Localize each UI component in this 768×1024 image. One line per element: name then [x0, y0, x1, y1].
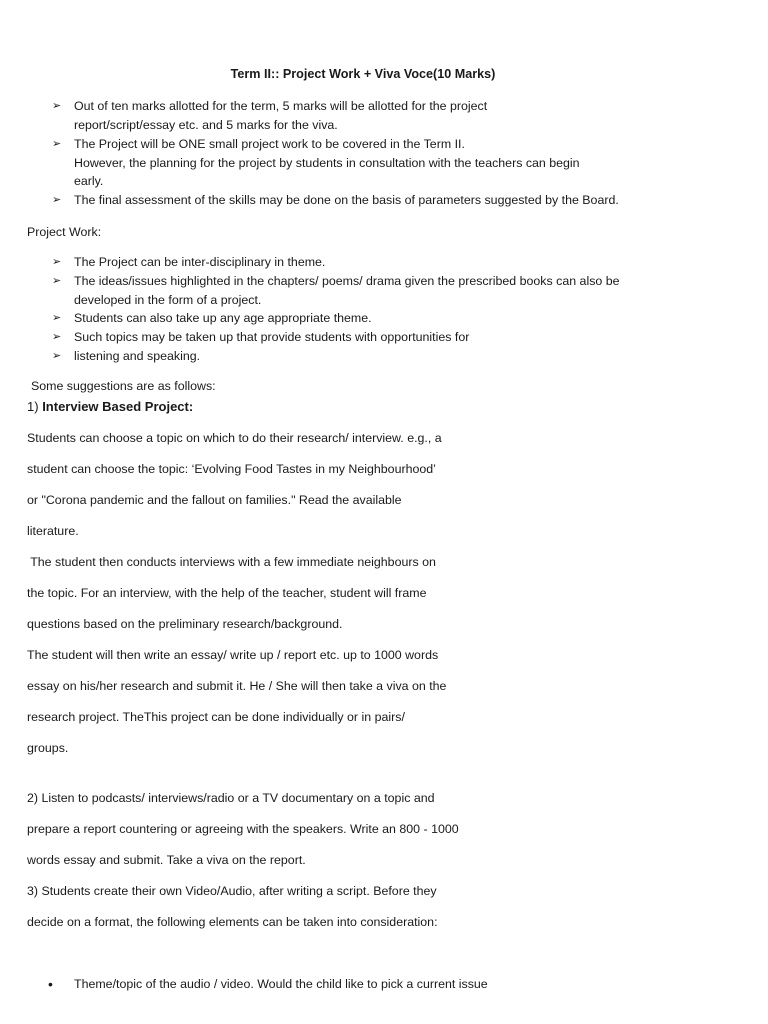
- project-bullet-2-line-2: developed in the form of a project.: [74, 293, 262, 307]
- s1-line-2: student can choose the topic: ‘Evolving Food Tastes in my Neighbourhood’: [27, 462, 436, 476]
- intro-bullet-2-line-2: However, the planning for the project by students in consultation with the teachers can begin: [74, 156, 580, 170]
- intro-bullet-1-line-1: Out of ten marks allotted for the term, 5 marks will be allotted for the project: [74, 99, 488, 113]
- page-title: Term II:: Project Work + Viva Voce(10 Marks): [230, 67, 496, 81]
- intro-bullet-3-line-1: The final assessment of the skills may be done on the basis of parameters suggested by the Board.: [74, 193, 619, 207]
- s1-line-1: Students can choose a topic on which to do their research/ interview. e.g., a: [27, 431, 442, 445]
- project-bullet-5-line-1: listening and speaking.: [74, 349, 201, 363]
- s1-line-7: questions based on the preliminary research/background.: [27, 617, 343, 631]
- project-work-heading: Project Work:: [27, 225, 102, 239]
- s1-line-3: or "Corona pandemic and the fallout on families." Read the available: [27, 493, 402, 507]
- arrow-bullet-icon: ➢: [52, 350, 62, 362]
- s1-line-4: literature.: [27, 524, 79, 538]
- s3-line-1: 3) Students create their own Video/Audio, after writing a script. Before they: [27, 884, 437, 898]
- suggestion-1-number: 1): [27, 399, 39, 414]
- s1-line-8: The student will then write an essay/ write up / report etc. up to 1000 words: [27, 648, 439, 662]
- intro-bullet-2-line-1: The Project will be ONE small project work to be covered in the Term II.: [74, 137, 465, 151]
- project-bullet-1-line-1: The Project can be inter-disciplinary in theme.: [74, 255, 326, 269]
- project-bullet-3-line-1: Students can also take up any age appropriate theme.: [74, 311, 372, 325]
- suggestions-heading: Some suggestions are as follows:: [31, 379, 216, 393]
- s2-line-1: 2) Listen to podcasts/ interviews/radio or a TV documentary on a topic and: [27, 791, 435, 805]
- s1-line-11: groups.: [27, 741, 69, 755]
- project-bullet-2-line-1: The ideas/issues highlighted in the chapters/ poems/ drama given the prescribed books can also be: [74, 274, 620, 288]
- arrow-bullet-icon: ➢: [52, 331, 62, 343]
- arrow-bullet-icon: ➢: [52, 194, 62, 206]
- s1-line-10: research project. TheThis project can be done individually or in pairs/: [27, 710, 405, 724]
- s2-line-3: words essay and submit. Take a viva on the report.: [27, 853, 306, 867]
- arrow-bullet-icon: ➢: [52, 256, 62, 268]
- s1-line-6: the topic. For an interview, with the help of the teacher, student will frame: [27, 586, 427, 600]
- s3-line-2: decide on a format, the following elements can be taken into consideration:: [27, 915, 438, 929]
- s2-line-2: prepare a report countering or agreeing with the speakers. Write an 800 - 1000: [27, 822, 459, 836]
- intro-bullet-1-line-2: report/script/essay etc. and 5 marks for the viva.: [74, 118, 338, 132]
- project-bullet-4-line-1: Such topics may be taken up that provide students with opportunities for: [74, 330, 470, 344]
- suggestion-1-heading: [27, 399, 193, 415]
- arrow-bullet-icon: ➢: [52, 312, 62, 324]
- s1-line-5: The student then conducts interviews with a few immediate neighbours on: [27, 555, 436, 569]
- suggestion-1-title: Interview Based Project:: [42, 399, 194, 414]
- arrow-bullet-icon: ➢: [52, 100, 62, 112]
- intro-bullet-2-line-3: early.: [74, 174, 104, 188]
- bullet-dot-icon: •: [48, 976, 53, 992]
- arrow-bullet-icon: ➢: [52, 275, 62, 287]
- s1-line-9: essay on his/her research and submit it. He / She will then take a viva on the: [27, 679, 447, 693]
- s3-bullet-1: Theme/topic of the audio / video. Would the child like to pick a current issue: [74, 977, 488, 991]
- arrow-bullet-icon: ➢: [52, 138, 62, 150]
